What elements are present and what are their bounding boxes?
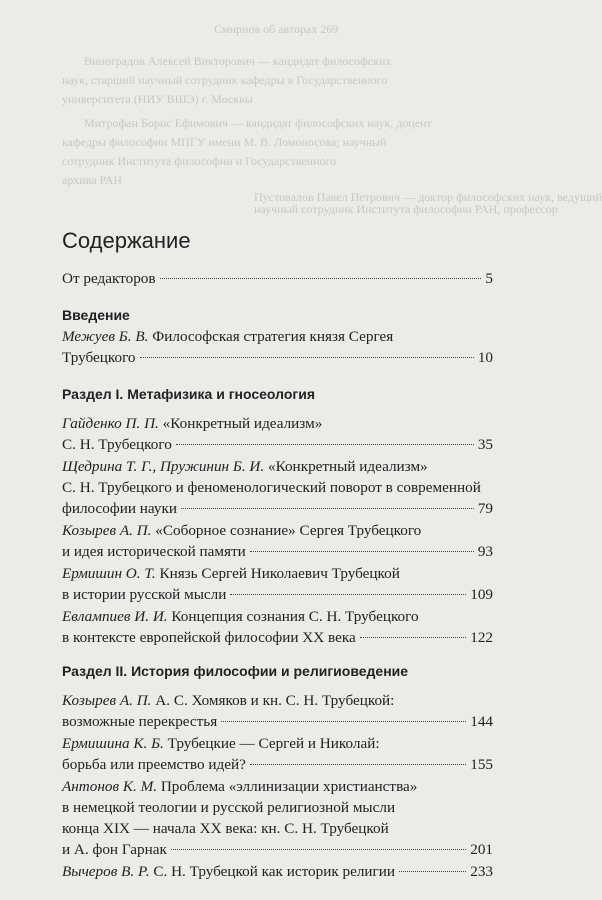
dot-leader (221, 721, 466, 722)
page-number: 144 (470, 713, 493, 730)
author: Гайденко П. П. (62, 415, 159, 432)
bleed-line: Виноградов Алексей Викторович — кандидат философских (84, 54, 392, 68)
dot-leader (176, 444, 474, 445)
entry-title: Проблема «эллинизации христианства» (157, 778, 418, 795)
page-number: 79 (477, 500, 493, 517)
entry-title: С. Н. Трубецкого и феноменологический поворот в современной (62, 479, 481, 496)
toc-entry (62, 326, 493, 368)
entry-title-end: борьба или преемство идей? (62, 756, 246, 773)
dot-leader (171, 849, 466, 850)
author: Межуев Б. В. (62, 328, 149, 345)
dot-leader (140, 357, 474, 358)
toc-entry (62, 861, 493, 882)
author: Ермишина К. Б. (62, 735, 164, 752)
author: Евлампиев И. И. (62, 608, 168, 625)
entry-title: А. С. Хомяков и кн. С. Н. Трубецкой: (151, 692, 395, 709)
bleed-line: Смирнов об авторах 269 (214, 22, 339, 36)
bleed-line: научный сотрудник Института философии РАН, профессор (254, 202, 558, 216)
author: Ермишин О. Т. (62, 565, 156, 582)
bleed-line: университета (НИУ ВШЭ) г. Москвы (62, 92, 253, 106)
entry-title: конца XIX — начала XX века: кн. С. Н. Трубецкой (62, 820, 389, 837)
entry-title: в немецкой теологии и русской религиозной мысли (62, 799, 396, 816)
author: Козырев А. П. (62, 522, 152, 539)
entry-title: Князь Сергей Николаевич Трубецкой (155, 565, 400, 582)
entry-title-end: Трубецкого (62, 349, 136, 366)
entry-title-end: философии науки (62, 500, 177, 517)
dot-leader (250, 551, 474, 552)
entry-title: С. Н. Трубецкой как историк религии (149, 863, 396, 880)
page-number: 233 (470, 863, 493, 880)
toc-entry (62, 413, 493, 455)
bleed-through-text (0, 0, 602, 216)
entry-title-end: в истории русской мысли (62, 586, 227, 603)
dot-leader (181, 508, 474, 509)
entry-title-end: и А. фон Гарнак (62, 841, 167, 858)
bleed-line: кафедры философии МПГУ имени М. В. Ломоносова; научный (62, 135, 387, 149)
toc-entry (62, 690, 493, 732)
page-number: 5 (485, 270, 493, 287)
section-title: Введение (62, 307, 130, 323)
bleed-line: сотрудник Института философии и Государственного (62, 154, 337, 168)
author: Антонов К. М. (62, 778, 158, 795)
dot-leader (250, 764, 466, 765)
entry-title-end: в контексте европейской философии XX века (62, 629, 356, 646)
page-number: 155 (470, 756, 493, 773)
page-number: 10 (477, 349, 493, 366)
bleed-line: Пустовалов Павел Петрович — доктор философских наук, ведущий (254, 190, 602, 204)
dot-leader (360, 637, 466, 638)
author: Козырев А. П. (62, 692, 152, 709)
dot-leader (160, 278, 482, 279)
bleed-line: архива РАН (62, 173, 123, 187)
toc-entry (62, 456, 493, 519)
toc-entry (62, 520, 493, 562)
dot-leader (399, 871, 466, 872)
entry-title-end: возможные перекрестья (62, 713, 218, 730)
page-title: Содержание (62, 228, 191, 253)
entry-title: «Конкретный идеализм» (264, 458, 428, 475)
dot-leader (230, 594, 466, 595)
entry-title-end: С. Н. Трубецкого (62, 436, 172, 453)
section-title: Раздел I. Метафизика и гносеология (62, 386, 315, 402)
page-number: 201 (470, 841, 493, 858)
entry-title-end: и идея исторической памяти (62, 543, 246, 560)
toc-entry (62, 268, 493, 289)
author: Вычеров В. Р. (62, 863, 150, 880)
entry-title: Философская стратегия князя Сергея (148, 328, 394, 345)
section-title: Раздел II. История философии и религиоведение (62, 663, 409, 679)
bleed-line: Митрофан Борис Ефимович — кандидат философских наук, доцент (84, 116, 432, 130)
page-number: 122 (470, 629, 493, 646)
page-number: 93 (477, 543, 493, 560)
entry-title: Концепция сознания С. Н. Трубецкого (167, 608, 419, 625)
toc-entry (62, 563, 493, 605)
toc-entry (62, 776, 493, 860)
table-of-contents (62, 268, 493, 883)
bleed-line: наук, старший научный сотрудник кафедры в Государственного (62, 73, 388, 87)
entry-title: Трубецкие — Сергей и Николай: (163, 735, 380, 752)
entry-title: «Соборное сознание» Сергея Трубецкого (151, 522, 422, 539)
toc-entry-title: От редакторов (62, 270, 156, 287)
page-number: 35 (477, 436, 493, 453)
toc-entry (62, 733, 493, 775)
author: Щедрина Т. Г., Пружинин Б. И. (62, 458, 265, 475)
page-number: 109 (470, 586, 493, 603)
toc-entry (62, 606, 493, 648)
entry-title: «Конкретный идеализм» (158, 415, 323, 432)
